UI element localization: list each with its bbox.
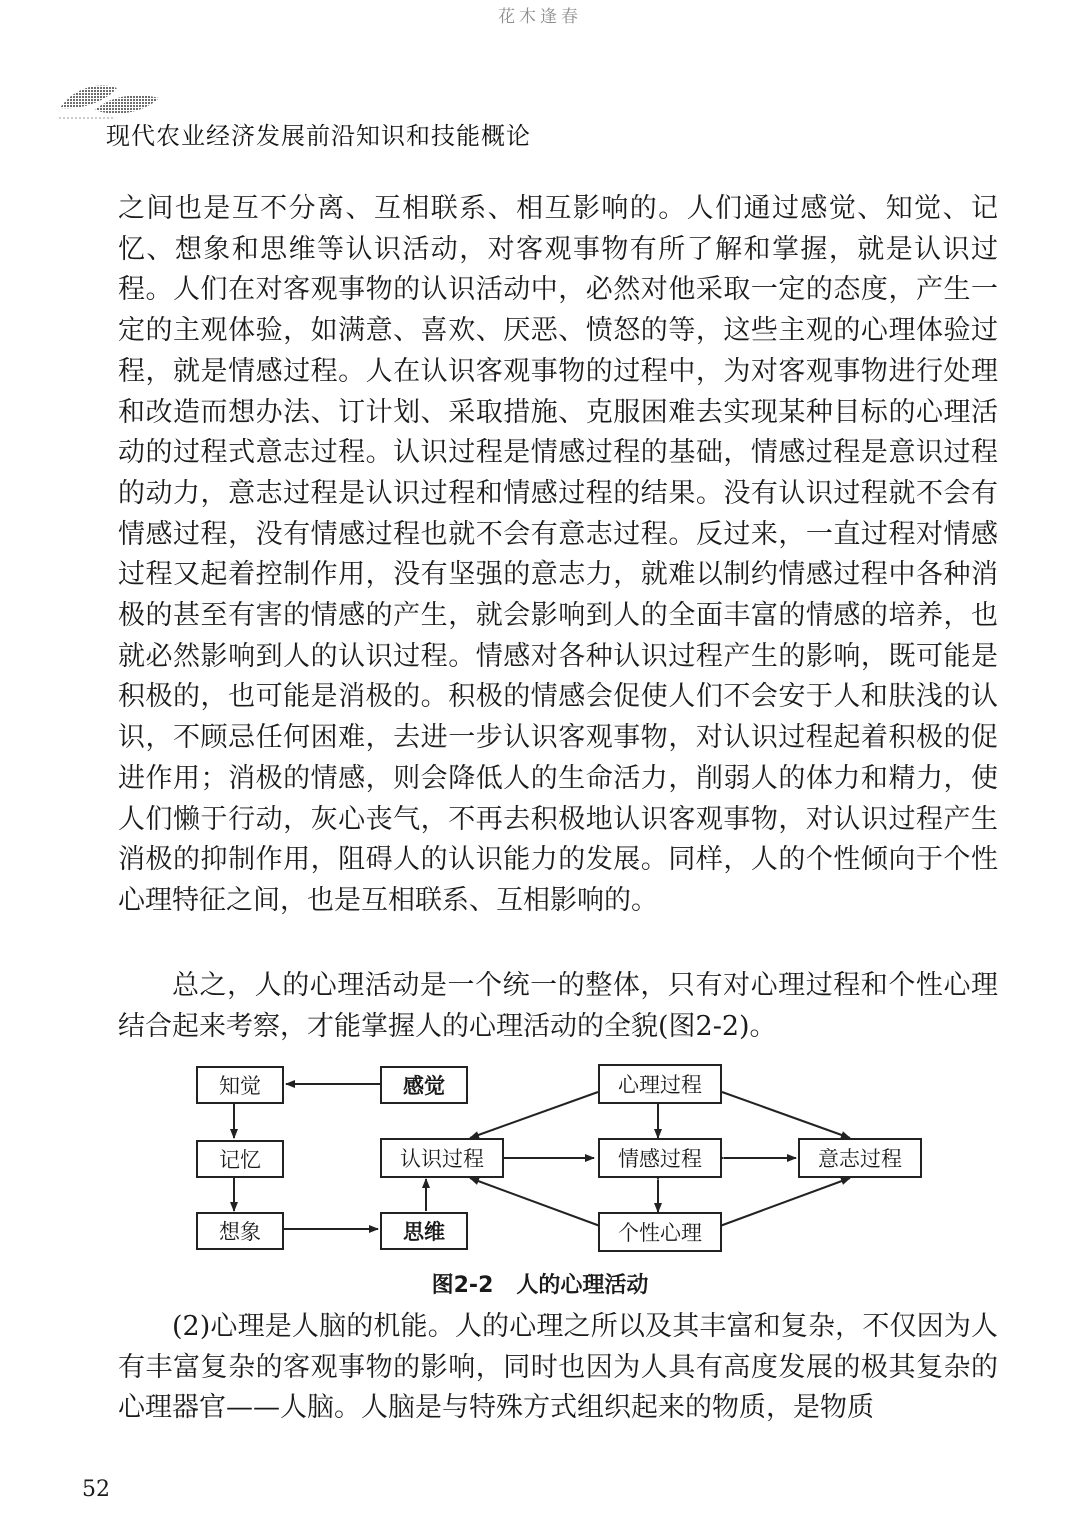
node-qinggan: 情感过程 [598,1138,722,1178]
paragraph: 之间也是互不分离、互相联系、相互影响的。人们通过感觉、知觉、记忆、想象和思维等认识活动，对客观事物有所了解和掌握，就是认识过程。人们在对客观事物的认识活动中，必然对他采取一定的态度，产生一定的主观体验，如满意、喜欢、厌恶、愤怒的等，这些主观的心理体验过程，就是情感过程。人在认识客观事物的过程中，为对客观事物进行处理和改造而想办法、订计划、采取措施、克服困难去实现某种目标的心理活动的过程式意志过程。认识过程是情感过程的基础，情感过程是意识过程的动力，意志过程是认识过程和情感过程的结果。没有认识过程就不会有情感过程，没有情感过程也就不会有意志过程。反过来，一直过程对情感过程又起着控制作用，没有坚强的意志力，就难以制约情感过程中各种消极的甚至有害的情感的产生，就会影响到人的全面丰富的情感的培养，也就必然影响到人的认识过程。情感对各种认识过程产生的影响，既可能是积极的，也可能是消极的。积极的情感会促使人们不会安于人和肤浅的认识，不顾忌任何困难，去进一步认识客观事物，对认识过程起着积极的促进作用；消极的情感，则会降低人的生命活力，削弱人的体力和精力，使人们懒于行动，灰心丧气，不再去积极地认识客观事物，对认识过程产生消极的抑制作用，阻碍人的认识能力的发展。同样，人的个性倾向于个性心理特征之间，也是互相联系、互相影响的。 [118,193,998,916]
node-xinli: 心理过程 [598,1064,722,1104]
page-number: 52 [82,1477,110,1502]
arrow-xinli-renshi [470,1092,598,1138]
node-xiangxiang: 想象 [196,1212,284,1250]
paragraph: (2)心理是人脑的机能。人的心理之所以及其丰富和复杂，不仅因为人有丰富复杂的客观事物的影响，同时也因为人具有高度发展的极其复杂的心理器官——人脑。人脑是与特殊方式组织起来的物质，是物质 [118,1311,998,1424]
watermark: 花木逢春 [498,7,582,27]
node-yizhi: 意志过程 [798,1138,922,1178]
psychology-diagram [186,1062,926,1262]
node-gexing: 个性心理 [598,1212,722,1252]
node-siwei: 思维 [380,1212,468,1250]
book-title: 现代农业经济发展前沿知识和技能概论 [106,122,531,150]
arrow-xinli-yizhi [722,1092,850,1138]
paragraph: 总之，人的心理活动是一个统一的整体，只有对心理过程和个性心理结合起来考察，才能掌握人的心理活动的全貌(图2-2)。 [118,970,998,1042]
arrow-gexing-renshi [470,1178,600,1226]
node-zhijue: 知觉 [196,1066,284,1104]
arrow-gexing-yizhi [720,1178,850,1226]
node-renshi: 认识过程 [380,1138,504,1178]
node-ganjue: 感觉 [380,1066,468,1104]
figure-caption: 图2-2 人的心理活动 [431,1273,649,1298]
node-jiyi: 记忆 [196,1140,284,1178]
